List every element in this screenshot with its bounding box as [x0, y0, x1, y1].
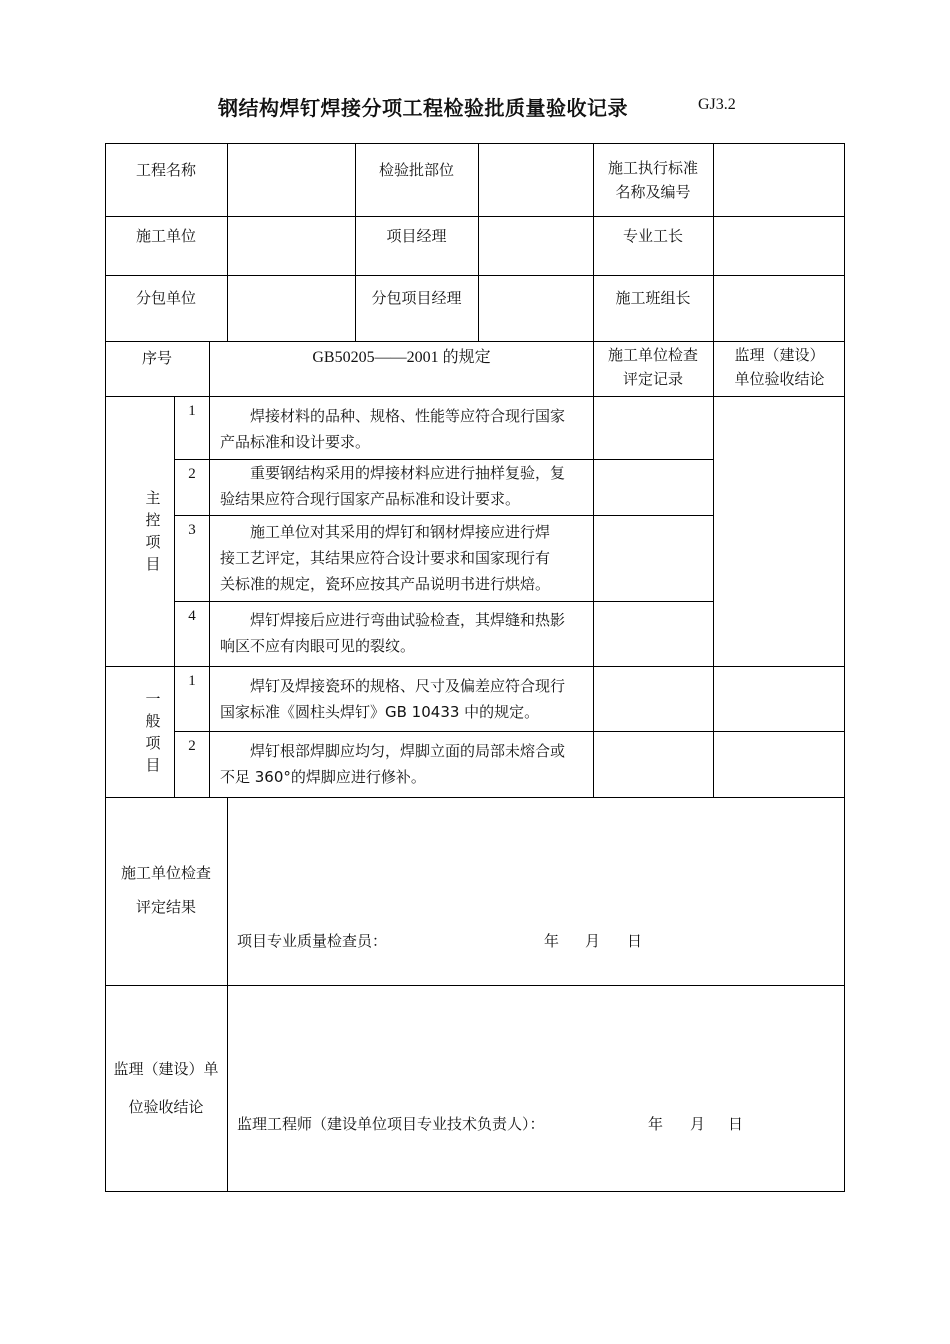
main-item-no: 2 — [188, 466, 196, 482]
supervision-header — [714, 343, 845, 391]
main-item-check[interactable] — [594, 460, 713, 515]
check-header-line2: 评定记录 — [622, 370, 683, 388]
contractor-year: 年 — [544, 932, 560, 950]
main-item-text: 焊钉焊接后应进行弯曲试验检查，其焊缝和热影 响区不应有肉眼可见的裂纹。 — [220, 611, 566, 655]
team-leader-label: 施工班组长 — [615, 289, 691, 307]
contractor-result-label: 施工单位检查 评定结果 — [120, 864, 211, 916]
sub-manager-value[interactable] — [479, 276, 593, 341]
team-leader-value[interactable] — [714, 276, 844, 341]
project-manager-label: 项目经理 — [386, 227, 447, 245]
check-header-line1: 施工单位检查 — [607, 346, 698, 364]
inspection-part-label: 检验批部位 — [378, 161, 454, 179]
general-item-check[interactable] — [594, 667, 713, 731]
project-name-label: 工程名称 — [135, 161, 196, 179]
main-item-check[interactable] — [594, 602, 713, 666]
general-item-no: 2 — [188, 738, 196, 754]
general-item-no: 1 — [188, 673, 196, 689]
contractor-result-area[interactable] — [228, 798, 844, 985]
form-code: GJ3.2 — [698, 96, 736, 113]
subcontractor-label: 分包单位 — [135, 289, 196, 307]
supervision-engineer-label: 监理工程师（建设单位项目专业技术负责人）： — [237, 1115, 545, 1133]
main-item-text: 施工单位对其采用的焊钉和钢材焊接应进行焊 接工艺评定，其结果应符合设计要求和国家现行有 关标准的规定，瓷环应按其产品说明书进行烘焙。 — [220, 523, 551, 593]
general-item-text: 焊钉根部焊脚应均匀，焊脚立面的局部未熔合或 不足 360°的焊脚应进行修补。 — [220, 742, 566, 786]
general-item-supervision[interactable] — [714, 732, 844, 797]
general-item-supervision[interactable] — [714, 667, 844, 731]
spec-header: GB50205——2001 的规定 — [312, 349, 491, 366]
contractor-value[interactable] — [228, 217, 355, 275]
supervision-header-line1: 监理（建设） — [734, 346, 825, 364]
general-items-label: 一 般 项 目 — [145, 690, 161, 774]
project-name-value[interactable] — [228, 144, 355, 216]
check-header — [593, 343, 713, 391]
contractor-month: 月 — [585, 932, 601, 950]
supervision-result-label: 监理（建设）单 位验收结论 — [113, 1060, 219, 1116]
supervision-result-area[interactable] — [228, 986, 844, 1191]
general-item-text: 焊钉及焊接瓷环的规格、尺寸及偏差应符合现行 国家标准《圆柱头焊钉》GB 10433 中的规定。 — [220, 677, 566, 721]
contractor-day: 日 — [627, 932, 643, 950]
sub-manager-label: 分包项目经理 — [371, 289, 462, 307]
seq-header: 序号 — [141, 349, 172, 367]
contractor-label: 施工单位 — [135, 227, 196, 245]
page-title: 钢结构焊钉焊接分项工程检验批质量验收记录 — [218, 96, 628, 120]
main-item-no: 4 — [188, 608, 196, 624]
project-manager-value[interactable] — [479, 217, 593, 275]
main-item-no: 1 — [188, 403, 196, 419]
main-item-text: 重要钢结构采用的焊接材料应进行抽样复验，复 验结果应符合现行国家产品标准和设计要求。 — [220, 464, 566, 508]
main-item-no: 3 — [188, 522, 196, 538]
main-item-text: 焊接材料的品种、规格、性能等应符合现行国家 产品标准和设计要求。 — [220, 407, 566, 451]
quality-inspector-label: 项目专业质量检查员： — [237, 932, 388, 950]
inspection-part-value[interactable] — [479, 144, 593, 216]
standard-label-line2: 名称及编号 — [615, 183, 691, 201]
supervision-header-line2: 单位验收结论 — [734, 370, 825, 388]
main-items-supervision[interactable] — [714, 397, 844, 666]
subcontractor-value[interactable] — [228, 276, 355, 341]
foreman-label: 专业工长 — [622, 227, 683, 245]
general-item-check[interactable] — [594, 732, 713, 797]
main-item-check[interactable] — [594, 397, 713, 459]
main-item-check[interactable] — [594, 516, 713, 601]
supervision-month: 月 — [690, 1115, 706, 1133]
foreman-value[interactable] — [714, 217, 844, 275]
standard-value[interactable] — [714, 144, 844, 216]
main-items-label: 主 控 项 目 — [145, 489, 161, 573]
standard-label-line1: 施工执行标准 — [607, 159, 698, 177]
supervision-day: 日 — [728, 1115, 744, 1133]
standard-label — [593, 156, 713, 204]
supervision-year: 年 — [648, 1115, 664, 1133]
